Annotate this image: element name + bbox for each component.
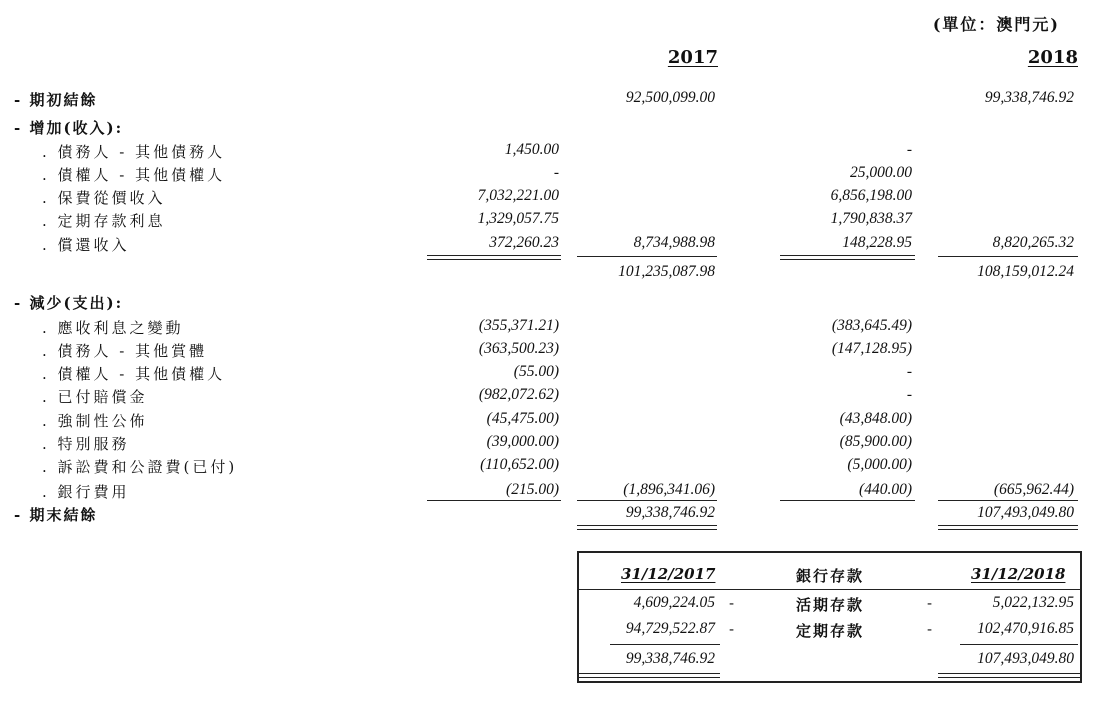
box-fixed-2017: 94,729,522.87 — [625, 620, 715, 637]
box-dash: - — [927, 620, 933, 638]
additions-total-2017: 8,734,988.98 — [633, 234, 715, 251]
reduction-row-2017: (39,000.00) — [486, 433, 559, 450]
reductions-rule — [938, 500, 1078, 501]
opening-2018: 99,338,746.92 — [984, 89, 1074, 106]
reduction-row-label: . 強制性公佈 — [42, 412, 148, 430]
box-title: 銀行存款 — [796, 567, 865, 585]
closing-2018: 107,493,049.80 — [977, 504, 1074, 521]
year-2017-header: 2017 — [667, 47, 718, 68]
box-double-rule — [579, 673, 720, 678]
addition-row-2018: - — [906, 141, 912, 158]
reduction-row-2017: (55.00) — [513, 363, 559, 380]
reduction-row-2018: (5,000.00) — [847, 456, 912, 473]
unit-label: (單位：澳門元) — [932, 15, 1060, 34]
reduction-row-2018: (440.00) — [859, 481, 912, 498]
closing-double-rule — [938, 525, 1078, 530]
subtotal-rule — [427, 255, 561, 260]
box-date-2017: 31/12/2017 — [621, 565, 716, 583]
subtotal-rule — [780, 255, 915, 260]
reduction-row-label: . 債權人 - 其他債權人 — [42, 365, 226, 383]
box-header-rule — [579, 589, 1080, 590]
additions-label: - 增加(收入): — [14, 119, 124, 137]
addition-row-label: . 債權人 - 其他債權人 — [42, 166, 226, 184]
reduction-row-2017: (110,652.00) — [480, 456, 559, 473]
addition-row-2018: 148,228.95 — [842, 234, 912, 251]
reduction-row-label: . 訴訟費和公證費(已付) — [42, 458, 238, 476]
opening-balance-label: - 期初結餘 — [14, 91, 98, 109]
subtotal-2017: 101,235,087.98 — [618, 263, 715, 280]
reduction-row-2017: (45,475.00) — [486, 410, 559, 427]
reduction-row-label: . 債務人 - 其他賞體 — [42, 342, 208, 360]
reduction-row-2018: (383,645.49) — [831, 317, 912, 334]
addition-row-label: . 償還收入 — [42, 236, 130, 254]
box-total-2017: 99,338,746.92 — [625, 650, 715, 667]
year-2018-header: 2018 — [1027, 47, 1078, 68]
box-current-2018: 5,022,132.95 — [992, 594, 1074, 611]
addition-row-2018: 1,790,838.37 — [830, 210, 912, 227]
box-total-rule — [960, 644, 1078, 645]
box-total-2018: 107,493,049.80 — [977, 650, 1074, 667]
reduction-row-2018: - — [906, 386, 912, 403]
box-total-rule — [610, 644, 720, 645]
addition-row-2017: 372,260.23 — [489, 234, 559, 251]
box-current-2017: 4,609,224.05 — [633, 594, 715, 611]
box-date-2018: 31/12/2018 — [971, 565, 1066, 583]
reduction-row-label: . 應收利息之變動 — [42, 319, 184, 337]
subtotal-rule — [938, 256, 1078, 257]
box-dash: - — [729, 620, 735, 638]
addition-row-label: . 保費從價收入 — [42, 189, 166, 207]
addition-row-label: . 債務人 - 其他債務人 — [42, 143, 226, 161]
additions-total-2018: 8,820,265.32 — [992, 234, 1074, 251]
reductions-label: - 減少(支出): — [14, 294, 124, 312]
reduction-row-2018: (85,900.00) — [839, 433, 912, 450]
reduction-row-2017: (215.00) — [506, 481, 559, 498]
reduction-row-label: . 銀行費用 — [42, 483, 130, 501]
box-double-rule — [938, 673, 1080, 678]
box-current-label: 活期存款 — [796, 596, 865, 614]
reduction-row-2017: (363,500.23) — [478, 340, 559, 357]
addition-row-2018: 25,000.00 — [850, 164, 912, 181]
reductions-rule — [780, 500, 915, 501]
reduction-row-label: . 已付賠償金 — [42, 388, 148, 406]
reduction-row-2018: - — [906, 363, 912, 380]
box-fixed-2018: 102,470,916.85 — [977, 620, 1074, 637]
box-dash: - — [927, 594, 933, 612]
subtotal-rule — [577, 256, 717, 257]
closing-double-rule — [577, 525, 717, 530]
addition-row-label: . 定期存款利息 — [42, 212, 166, 230]
box-fixed-label: 定期存款 — [796, 622, 865, 640]
reductions-total-2018: (665,962.44) — [993, 481, 1074, 498]
subtotal-2018: 108,159,012.24 — [977, 263, 1074, 280]
addition-row-2017: 1,329,057.75 — [477, 210, 559, 227]
reductions-total-2017: (1,896,341.06) — [623, 481, 715, 498]
reductions-rule — [427, 500, 561, 501]
addition-row-2017: 1,450.00 — [504, 141, 559, 158]
reduction-row-label: . 特別服務 — [42, 435, 130, 453]
addition-row-2017: 7,032,221.00 — [477, 187, 559, 204]
reduction-row-2017: (982,072.62) — [478, 386, 559, 403]
reduction-row-2018: (43,848.00) — [839, 410, 912, 427]
box-dash: - — [729, 594, 735, 612]
closing-balance-label: - 期末結餘 — [14, 506, 98, 524]
opening-2017: 92,500,099.00 — [625, 89, 715, 106]
addition-row-2017: - — [553, 164, 559, 181]
closing-2017: 99,338,746.92 — [625, 504, 715, 521]
reductions-rule — [577, 500, 717, 501]
reduction-row-2018: (147,128.95) — [831, 340, 912, 357]
reduction-row-2017: (355,371.21) — [478, 317, 559, 334]
addition-row-2018: 6,856,198.00 — [830, 187, 912, 204]
